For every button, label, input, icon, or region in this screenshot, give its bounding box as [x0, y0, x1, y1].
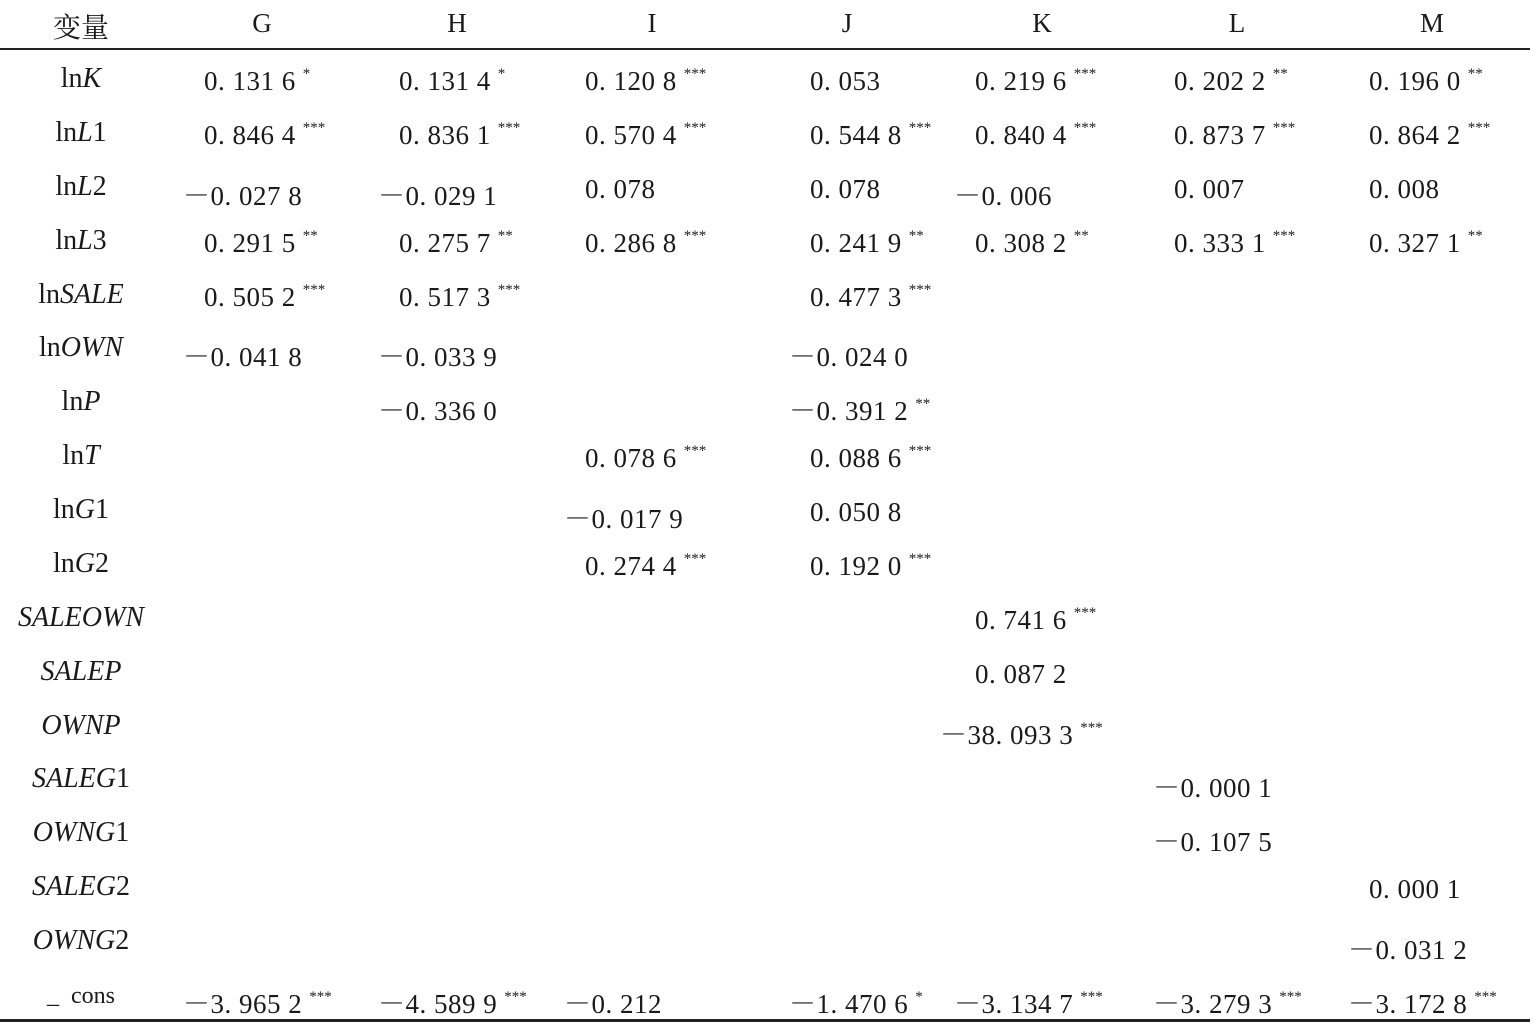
variable-symbol: SALEG	[32, 763, 116, 794]
significance-stars: **	[497, 228, 513, 244]
coefficient-cell	[810, 174, 881, 205]
coefficient-value: －0. 027 8	[183, 181, 303, 211]
table-row	[0, 215, 1530, 269]
variable-symbol: OWNG	[32, 817, 116, 848]
coefficient-cell	[954, 982, 1103, 1021]
coefficient-cell	[810, 282, 931, 313]
variable-suffix: 1	[115, 817, 130, 848]
coefficient-value: －3. 965 2	[183, 989, 303, 1019]
coefficient-value: －0. 024 0	[789, 342, 909, 372]
coefficient-cell	[399, 228, 513, 259]
coefficient-value: －4. 589 9	[378, 989, 498, 1019]
header-col-l: L	[1228, 8, 1246, 38]
table-row	[0, 592, 1530, 646]
coefficient-value: －0. 031 2	[1348, 935, 1468, 965]
header-variable: 变量	[52, 11, 110, 44]
coefficient-cell	[585, 120, 706, 151]
significance-stars: ***	[504, 989, 527, 1005]
coefficient-cell	[789, 335, 908, 374]
coefficient-cell	[975, 228, 1089, 259]
row-variable-name	[33, 925, 129, 957]
table-row	[0, 107, 1530, 161]
variable-symbol: SALEP	[40, 656, 122, 687]
variable-prefix: ln	[62, 440, 85, 471]
coefficient-cell	[975, 120, 1096, 151]
coefficient-cell	[585, 443, 706, 474]
coefficient-value: 0. 202 2	[1174, 66, 1266, 96]
coefficient-cell	[204, 66, 310, 97]
row-variable-name	[47, 979, 115, 1011]
coefficient-cell	[1153, 766, 1272, 805]
coefficient-value: 0. 477 3	[810, 282, 902, 312]
coefficient-cell	[1174, 120, 1295, 151]
row-variable-name	[53, 494, 109, 526]
coefficient-cell	[975, 66, 1096, 97]
coefficient-value: 0. 008	[1369, 174, 1440, 204]
coefficient-value: 0. 078	[810, 174, 881, 204]
variable-symbol: OWN	[60, 332, 124, 363]
row-variable-name	[39, 332, 123, 364]
significance-stars: **	[1073, 228, 1089, 244]
coefficient-cell	[183, 982, 332, 1021]
significance-stars: ***	[1073, 120, 1097, 136]
bottom-rule	[0, 1019, 1530, 1022]
coefficient-cell	[585, 66, 706, 97]
coefficient-value: －3. 172 8	[1348, 989, 1468, 1019]
coefficient-value: 0. 286 8	[585, 228, 677, 258]
significance-stars: *	[302, 66, 311, 82]
table-row	[0, 269, 1530, 323]
header-col-j: J	[841, 8, 853, 38]
variable-prefix: ln	[55, 117, 78, 148]
coefficient-value: 0. 308 2	[975, 228, 1067, 258]
row-variable-name	[55, 225, 106, 257]
variable-prefix: ln	[60, 63, 83, 94]
coefficient-cell	[789, 389, 930, 428]
coefficient-value: 0. 873 7	[1174, 120, 1266, 150]
coefficient-cell	[1174, 228, 1295, 259]
coefficient-value: 0. 131 6	[204, 66, 296, 96]
variable-prefix: ln	[55, 225, 78, 256]
coefficient-cell	[378, 982, 527, 1021]
variable-prefix: ln	[38, 332, 61, 363]
variable-prefix: ln	[61, 386, 84, 417]
variable-symbol: G	[74, 548, 96, 579]
coefficient-value: 0. 836 1	[399, 120, 491, 150]
coefficient-cell	[399, 282, 520, 313]
variable-suffix: 1	[116, 763, 130, 794]
coefficient-value: 0. 846 4	[204, 120, 296, 150]
coefficient-value: 0. 840 4	[975, 120, 1067, 150]
significance-stars: **	[908, 228, 924, 244]
coefficient-value: 0. 131 4	[399, 66, 491, 96]
significance-stars: **	[915, 396, 931, 412]
variable-symbol: SALEG	[32, 871, 116, 902]
table-row	[0, 807, 1530, 861]
table-row	[0, 646, 1530, 700]
top-rule	[0, 48, 1530, 50]
coefficient-cell	[1174, 174, 1245, 205]
coefficient-cell	[1348, 982, 1497, 1021]
coefficient-value: 0. 333 1	[1174, 228, 1266, 258]
coefficient-value: 0. 275 7	[399, 228, 491, 258]
table-row	[0, 322, 1530, 376]
table-row	[0, 376, 1530, 430]
significance-stars: *	[497, 66, 506, 82]
coefficient-value: 0. 219 6	[975, 66, 1067, 96]
coefficient-cell	[585, 551, 706, 582]
variable-symbol: L	[77, 171, 93, 202]
coefficient-value: 0. 517 3	[399, 282, 491, 312]
table-row	[0, 484, 1530, 538]
significance-stars: ***	[683, 551, 707, 567]
coefficient-value: 0. 274 4	[585, 551, 677, 581]
header-col-g: G	[252, 8, 272, 38]
table-row	[0, 538, 1530, 592]
significance-stars: ***	[1474, 989, 1497, 1005]
variable-symbol: G	[74, 494, 96, 525]
coefficient-cell	[204, 282, 325, 313]
coefficient-cell	[1348, 928, 1467, 967]
coefficient-cell	[1153, 982, 1302, 1021]
significance-stars: **	[1467, 66, 1483, 82]
table-row	[0, 753, 1530, 807]
coefficient-value: －0. 336 0	[378, 396, 498, 426]
coefficient-cell	[810, 443, 931, 474]
coefficient-cell	[789, 982, 923, 1021]
table-row	[0, 161, 1530, 215]
variable-suffix: 2	[116, 871, 130, 902]
coefficient-cell	[1369, 874, 1461, 905]
coefficient-cell	[810, 120, 931, 151]
variable-symbol: SALEOWN	[18, 602, 144, 633]
row-variable-name	[33, 817, 129, 849]
coefficient-cell	[1174, 66, 1288, 97]
coefficient-value: －0. 029 1	[378, 181, 498, 211]
coefficient-value: －3. 134 7	[954, 989, 1074, 1019]
header-col-m: M	[1419, 8, 1445, 38]
coefficient-value: －1. 470 6	[789, 989, 909, 1019]
coefficient-cell	[204, 228, 318, 259]
coefficient-value: －0. 033 9	[378, 342, 498, 372]
significance-stars: ***	[302, 282, 326, 298]
variable-prefix: ln	[52, 494, 75, 525]
significance-stars: ***	[683, 228, 707, 244]
coefficient-value: 0. 196 0	[1369, 66, 1461, 96]
variable-symbol: K	[82, 63, 102, 94]
coefficient-cell	[378, 389, 497, 428]
coefficient-cell	[399, 120, 520, 151]
significance-stars: ***	[1467, 120, 1491, 136]
significance-stars: ***	[1073, 66, 1097, 82]
coefficient-cell	[183, 174, 302, 213]
significance-stars: ***	[497, 282, 521, 298]
variable-suffix: 1	[92, 117, 107, 148]
significance-stars: ***	[1272, 228, 1296, 244]
variable-symbol: SALE	[60, 279, 124, 310]
significance-stars: *	[915, 989, 923, 1005]
coefficient-cell	[954, 174, 1052, 213]
variable-suffix: 2	[92, 171, 107, 202]
table-row	[0, 700, 1530, 754]
coefficient-value: 0. 088 6	[810, 443, 902, 473]
coefficient-cell	[940, 713, 1103, 752]
header-col-h: H	[447, 8, 467, 38]
variable-prefix: ln	[38, 279, 60, 310]
coefficient-value: 0. 053	[810, 66, 881, 96]
coefficient-value: 0. 241 9	[810, 228, 902, 258]
significance-stars: ***	[1080, 989, 1103, 1005]
significance-stars: ***	[908, 551, 932, 567]
significance-stars: ***	[1272, 120, 1296, 136]
significance-stars: **	[1272, 66, 1288, 82]
row-variable-name	[41, 710, 120, 742]
variable-prefix: _ cons	[47, 983, 115, 1009]
row-variable-name	[62, 440, 99, 472]
coefficient-value: 0. 192 0	[810, 551, 902, 581]
coefficient-value: －0. 391 2	[789, 396, 909, 426]
variable-prefix: ln	[52, 548, 75, 579]
significance-stars: ***	[683, 66, 707, 82]
variable-symbol: OWNP	[41, 710, 121, 741]
row-variable-name	[55, 171, 106, 203]
variable-symbol: P	[83, 386, 101, 417]
variable-suffix: 1	[95, 494, 110, 525]
coefficient-value: 0. 000 1	[1369, 874, 1461, 904]
coefficient-value: －38. 093 3	[940, 720, 1074, 750]
significance-stars: ***	[908, 443, 932, 459]
coefficient-cell	[975, 659, 1067, 690]
coefficient-cell	[399, 66, 505, 97]
coefficient-cell	[564, 497, 683, 536]
row-variable-name	[53, 548, 109, 580]
table-row	[0, 430, 1530, 484]
coefficient-cell	[1369, 228, 1483, 259]
row-variable-name	[18, 602, 144, 634]
row-variable-name	[61, 63, 101, 95]
table-header	[0, 0, 1530, 48]
coefficient-value: 0. 078 6	[585, 443, 677, 473]
row-variable-name	[41, 656, 122, 688]
header-col-i: I	[647, 8, 657, 38]
coefficient-value: 0. 570 4	[585, 120, 677, 150]
row-variable-name	[62, 386, 101, 418]
variable-symbol: T	[84, 440, 100, 471]
row-variable-name	[32, 871, 130, 903]
variable-suffix: 2	[95, 548, 110, 579]
significance-stars: ***	[683, 120, 707, 136]
significance-stars: ***	[1279, 989, 1302, 1005]
coefficient-cell	[810, 497, 902, 528]
variable-prefix: ln	[55, 171, 78, 202]
significance-stars: ***	[683, 443, 707, 459]
coefficient-value: －0. 000 1	[1153, 773, 1273, 803]
coefficient-value: －0. 041 8	[183, 342, 303, 372]
coefficient-value: 0. 741 6	[975, 605, 1067, 635]
row-variable-name	[38, 279, 124, 311]
coefficient-cell	[1369, 174, 1440, 205]
row-variable-name	[32, 763, 130, 795]
significance-stars: ***	[497, 120, 521, 136]
coefficient-value: －0. 017 9	[564, 504, 684, 534]
coefficient-cell	[810, 66, 881, 97]
row-variable-name	[55, 117, 106, 149]
coefficient-value: 0. 007	[1174, 174, 1245, 204]
table-row	[0, 861, 1530, 915]
coefficient-value: －3. 279 3	[1153, 989, 1273, 1019]
coefficient-cell	[975, 605, 1096, 636]
coefficient-value: 0. 864 2	[1369, 120, 1461, 150]
coefficient-value: 0. 544 8	[810, 120, 902, 150]
coefficient-cell	[1369, 120, 1490, 151]
coefficient-value: 0. 120 8	[585, 66, 677, 96]
significance-stars: ***	[309, 989, 332, 1005]
significance-stars: ***	[908, 282, 932, 298]
coefficient-value: 0. 291 5	[204, 228, 296, 258]
coefficient-cell	[378, 335, 497, 374]
variable-symbol: L	[77, 117, 93, 148]
header-col-k: K	[1032, 8, 1052, 38]
coefficient-cell	[204, 120, 325, 151]
coefficient-value: 0. 050 8	[810, 497, 902, 527]
coefficient-value: 0. 505 2	[204, 282, 296, 312]
coefficient-cell	[183, 335, 302, 374]
table-row	[0, 53, 1530, 107]
table-row	[0, 969, 1530, 1023]
significance-stars: ***	[302, 120, 326, 136]
significance-stars: ***	[1073, 605, 1097, 621]
coefficient-value: 0. 087 2	[975, 659, 1067, 689]
variable-symbol: OWNG	[32, 925, 116, 956]
significance-stars: ***	[908, 120, 932, 136]
coefficient-cell	[1153, 820, 1272, 859]
significance-stars: **	[1467, 228, 1483, 244]
coefficient-cell	[585, 228, 706, 259]
variable-symbol: L	[77, 225, 93, 256]
coefficient-cell	[378, 174, 497, 213]
variable-suffix: 2	[115, 925, 130, 956]
coefficient-value: 0. 327 1	[1369, 228, 1461, 258]
coefficient-cell	[585, 174, 656, 205]
coefficient-cell	[810, 551, 931, 582]
significance-stars: ***	[1080, 720, 1103, 736]
variable-suffix: 3	[92, 225, 107, 256]
coefficient-cell	[1369, 66, 1483, 97]
table-row	[0, 915, 1530, 969]
coefficient-cell	[810, 228, 924, 259]
coefficient-value: －0. 212	[564, 989, 662, 1019]
significance-stars: **	[302, 228, 318, 244]
coefficient-cell	[564, 982, 662, 1021]
coefficient-value: 0. 078	[585, 174, 656, 204]
coefficient-value: －0. 006	[954, 181, 1052, 211]
coefficient-value: －0. 107 5	[1153, 827, 1273, 857]
